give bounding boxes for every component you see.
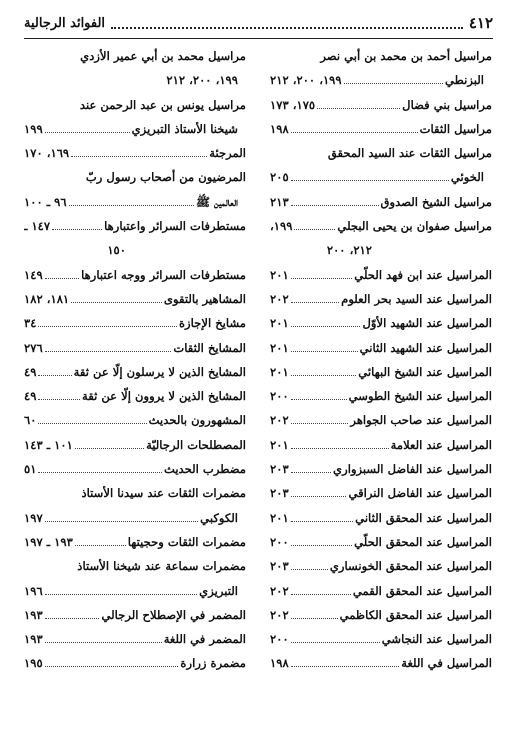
leader-dots bbox=[317, 102, 400, 109]
leader-dots bbox=[291, 320, 361, 327]
index-entry-continuation: ١٩٩، ٢٠٠، ٢١٢ bbox=[166, 73, 238, 88]
index-entry-line bbox=[24, 360, 246, 384]
index-entry-line bbox=[270, 263, 492, 287]
index-entry-line bbox=[270, 384, 492, 408]
index-entry-pages: ٢٠٢ bbox=[270, 583, 289, 598]
index-entry-line bbox=[270, 433, 492, 457]
leader-dots bbox=[291, 272, 353, 279]
leader-dots bbox=[71, 296, 162, 303]
index-column-right bbox=[270, 44, 492, 676]
index-entry-pages: ١٩٥ bbox=[24, 656, 43, 671]
leader-dots bbox=[52, 223, 102, 230]
index-entry-pages: ٥١ bbox=[24, 462, 37, 477]
index-entry-line bbox=[24, 651, 246, 675]
index-entry-pages: ٢٠١ bbox=[270, 510, 289, 525]
leader-dots bbox=[291, 466, 331, 473]
index-entry-line bbox=[24, 554, 246, 578]
index-entry-line bbox=[270, 93, 492, 117]
index-entry-pages: ٣٤ bbox=[24, 316, 37, 331]
index-entry bbox=[270, 141, 492, 190]
index-entry-line bbox=[270, 190, 492, 214]
leader-dots bbox=[291, 369, 357, 376]
index-entry bbox=[24, 141, 246, 165]
index-entry-title: المضمر في اللغة bbox=[163, 632, 246, 647]
leader-dots bbox=[291, 393, 347, 400]
index-entry-title: المراسيل في اللغة bbox=[401, 656, 492, 671]
index-entry-pages: ٢٠٠ bbox=[270, 632, 289, 647]
index-entry-title: المرجئة bbox=[209, 146, 246, 161]
index-entry-line bbox=[24, 408, 246, 432]
index-entry bbox=[270, 506, 492, 530]
index-entry bbox=[270, 457, 492, 481]
index-entry-continuation bbox=[24, 506, 246, 530]
index-entry-line bbox=[24, 263, 246, 287]
leader-dots bbox=[45, 272, 79, 279]
index-entry-pages: ٢١٣ bbox=[270, 194, 289, 209]
leader-dots bbox=[291, 417, 349, 424]
index-entry-title: المراسيل عند الفاضل السبزواري bbox=[333, 462, 492, 477]
index-entry-continuation: ١٥٠ bbox=[107, 243, 126, 258]
index-entry-title: المشهورون بالحديث bbox=[148, 413, 246, 428]
leader-dots bbox=[294, 223, 335, 230]
index-entry bbox=[270, 384, 492, 408]
index-entry-pages: ١٩٣ bbox=[24, 632, 43, 647]
index-entry-title: مستطرفات السرائر واعتبارها bbox=[104, 219, 246, 234]
index-entry-line bbox=[24, 336, 246, 360]
index-entry-pages: ٢٠٢ bbox=[270, 291, 289, 306]
leader-dots bbox=[45, 345, 172, 352]
index-entry-line bbox=[24, 433, 246, 457]
index-entry-title: المراسيل عند الشهيد الأوّل bbox=[362, 316, 492, 331]
index-entry-title: المشاهير بالتقوى bbox=[163, 291, 246, 306]
index-entry-pages: ١٩٨ bbox=[270, 121, 289, 136]
index-entry-pages: ١٩٩، bbox=[270, 219, 293, 234]
index-entry-line bbox=[270, 336, 492, 360]
index-entry bbox=[24, 263, 246, 287]
index-entry-continuation-text: الخوئي bbox=[450, 170, 484, 185]
index-entry bbox=[270, 336, 492, 360]
index-entry-pages: ٦٠ bbox=[24, 413, 37, 428]
index-entry-title: مشايخ الإجازة bbox=[178, 316, 246, 331]
index-entry-pages: ١٠١ ـ ١٤٣ bbox=[24, 437, 73, 452]
index-entry-title: مضمرات سماعة عند شيخنا الأستاذ bbox=[77, 559, 246, 574]
index-entry-line bbox=[270, 651, 492, 675]
index-entry-line bbox=[24, 311, 246, 335]
leader-dots bbox=[291, 588, 351, 595]
index-entry-line bbox=[270, 214, 492, 238]
index-entry-line bbox=[270, 481, 492, 505]
index-entry-pages: ٢٧٦ bbox=[24, 340, 43, 355]
index-entry bbox=[270, 287, 492, 311]
leader-dots bbox=[291, 515, 353, 522]
index-entry bbox=[24, 651, 246, 675]
index-entry-pages: ٢٠١ bbox=[270, 364, 289, 379]
index-entry bbox=[270, 433, 492, 457]
index-entry-line bbox=[270, 457, 492, 481]
index-entry-continuation bbox=[24, 190, 246, 214]
index-entry-title: مضمرات الثقات وحجيتها bbox=[127, 534, 246, 549]
index-entry-continuation: ٢١٢، ٢٠٠ bbox=[326, 243, 372, 258]
leader-dots bbox=[344, 77, 443, 84]
index-entry-line bbox=[270, 141, 492, 165]
index-entry-pages: ٢٠٥ bbox=[270, 170, 289, 185]
index-entry-pages: ١٩٩ bbox=[24, 121, 43, 136]
index-entry-title: المضمر في الإصطلاح الرجالي bbox=[101, 607, 246, 622]
index-entry bbox=[24, 165, 246, 214]
index-entry-pages: ٢٠٢ bbox=[270, 607, 289, 622]
leader-dots bbox=[75, 539, 126, 546]
index-entry-pages: ٢٠١ bbox=[270, 316, 289, 331]
index-entry-continuation-text: البزنطي bbox=[444, 73, 484, 88]
index-entry-pages: ١٩٩، ٢٠٠، ٢١٢ bbox=[270, 73, 342, 88]
leader-dots bbox=[45, 612, 100, 619]
index-entry bbox=[24, 554, 246, 603]
index-entry-title: المراسيل عند المحقق القمي bbox=[352, 583, 492, 598]
index-entry-line bbox=[24, 384, 246, 408]
index-entry-continuation-text: العالمين ﷺ bbox=[196, 194, 238, 209]
index-entry-pages: ١٩٦ bbox=[24, 583, 43, 598]
index-entry bbox=[270, 554, 492, 578]
leader-dots bbox=[38, 466, 161, 473]
leader-dots bbox=[45, 636, 162, 643]
leader-dots bbox=[291, 636, 380, 643]
index-entry-title: مراسيل الشيخ الصدوق bbox=[380, 194, 492, 209]
index-entry-title: المشايخ الذين لا يرسلون إلّا عن ثقة bbox=[73, 364, 246, 379]
index-entry-pages: ١٦٩، ١٧٠ bbox=[24, 146, 70, 161]
index-entry-pages: ١٩٨ bbox=[270, 656, 289, 671]
index-entry-line bbox=[24, 165, 246, 189]
index-entry-pages: ١٤٧ ـ bbox=[24, 219, 51, 234]
index-entry-pages: ٢٠١ bbox=[270, 267, 289, 282]
index-entry bbox=[270, 190, 492, 214]
index-entry bbox=[24, 336, 246, 360]
index-entry bbox=[24, 384, 246, 408]
index-entry-continuation bbox=[24, 117, 246, 141]
index-entry-title: المشايخ الذين لا يروون إلّا عن ثقة bbox=[82, 389, 246, 404]
index-entry-title: المراسيل عند السيد بحر العلوم bbox=[341, 291, 492, 306]
leader-dots bbox=[291, 345, 358, 352]
index-entry bbox=[24, 433, 246, 457]
index-entry-title: المراسيل عند المحقق الكاظمي bbox=[339, 607, 492, 622]
index-entry-line bbox=[24, 44, 246, 68]
index-entry-line bbox=[270, 287, 492, 311]
leader-dots bbox=[45, 588, 197, 595]
header-rule bbox=[24, 38, 493, 39]
index-entry bbox=[270, 311, 492, 335]
leader-dots bbox=[291, 199, 379, 206]
index-entry bbox=[270, 44, 492, 93]
index-entry bbox=[24, 311, 246, 335]
index-entry-title: المشايخ الثقات bbox=[173, 340, 246, 355]
leader-dots bbox=[45, 126, 130, 133]
leader-dots bbox=[38, 320, 176, 327]
index-entry-pages: ٢٠٣ bbox=[270, 486, 289, 501]
index-entry-line bbox=[270, 603, 492, 627]
leader-dots bbox=[291, 490, 347, 497]
index-entry-line bbox=[270, 408, 492, 432]
index-entry bbox=[24, 408, 246, 432]
index-entry-line bbox=[24, 627, 246, 651]
index-entry-line bbox=[270, 627, 492, 651]
index-entry-title: مراسيل الثقات bbox=[419, 121, 492, 136]
leader-dots bbox=[38, 369, 71, 376]
index-entry-line bbox=[270, 311, 492, 335]
index-entry bbox=[270, 530, 492, 554]
index-entry-line bbox=[270, 44, 492, 68]
index-entry-pages: ١٩٣ ـ ١٩٧ bbox=[24, 534, 73, 549]
index-entry bbox=[24, 481, 246, 530]
header-leader-dots bbox=[111, 17, 463, 29]
index-entry bbox=[270, 481, 492, 505]
index-entry bbox=[24, 93, 246, 142]
index-entry-pages: ٢٠٢ bbox=[270, 413, 289, 428]
index-entry-title: مراسيل الثقات عند السيد المحقق bbox=[327, 146, 492, 161]
index-entry-continuation bbox=[270, 165, 492, 189]
leader-dots bbox=[291, 174, 449, 181]
leader-dots bbox=[45, 515, 198, 522]
index-entry-title: المراسيل عند المحقق الحلّي bbox=[354, 534, 492, 549]
index-entry-line bbox=[270, 506, 492, 530]
index-entry-pages: ٢٠٣ bbox=[270, 462, 289, 477]
leader-dots bbox=[291, 660, 400, 667]
index-entry-line bbox=[270, 360, 492, 384]
leader-dots bbox=[291, 296, 339, 303]
leader-dots bbox=[45, 660, 179, 667]
page-number: ٤١٢ bbox=[468, 14, 493, 32]
index-entry bbox=[24, 214, 246, 263]
index-column-left bbox=[24, 44, 246, 676]
running-title: الفوائد الرجالية bbox=[24, 15, 106, 31]
index-entry-title: مراسيل أحمد بن محمد بن أبي نصر bbox=[320, 49, 492, 63]
index-entry-title: مضمرات الثقات عند سيدنا الأستاذ bbox=[81, 486, 246, 501]
index-entry-line bbox=[270, 117, 492, 141]
index-entry bbox=[270, 603, 492, 627]
index-entry bbox=[24, 603, 246, 627]
index-entry-pages: ٢٠٠ bbox=[270, 534, 289, 549]
leader-dots bbox=[71, 150, 207, 157]
index-entry bbox=[24, 360, 246, 384]
index-entry-continuation-text: الكوكبي bbox=[200, 510, 238, 525]
page-header bbox=[24, 12, 493, 34]
index-entry-pages: ٤٩ bbox=[24, 389, 37, 404]
index-entry-title: مضمرة زرارة bbox=[180, 656, 246, 671]
index-entry bbox=[24, 44, 246, 93]
index-entry-line bbox=[24, 287, 246, 311]
index-entry-title: المرضيون من أصحاب رسول ربّ bbox=[85, 170, 246, 185]
index-entry bbox=[270, 627, 492, 651]
index-entry-continuation-text: التبريزي bbox=[199, 583, 238, 598]
index-entry-title: مراسيل صفوان بن يحيى البجلي bbox=[337, 219, 492, 234]
index-entry bbox=[270, 651, 492, 675]
index-entry-pages: ٢٠٠ bbox=[270, 389, 289, 404]
index-entry-pages: ١٩٣ bbox=[24, 607, 43, 622]
index-entry-title: المراسيل عند المحقق الخونساري bbox=[329, 559, 492, 574]
index-entry-title: مستطرفات السرائر ووجه اعتبارها bbox=[81, 267, 246, 282]
leader-dots bbox=[291, 563, 328, 570]
index-entry bbox=[270, 263, 492, 287]
index-entry-title: المراسيل عند النجاشي bbox=[381, 632, 492, 647]
index-entry bbox=[270, 408, 492, 432]
leader-dots bbox=[75, 442, 144, 449]
index-entry-line bbox=[24, 141, 246, 165]
leader-dots bbox=[38, 417, 146, 424]
index-entry-pages: ٢٠١ bbox=[270, 437, 289, 452]
index-entry-pages: ١٩٧ bbox=[24, 510, 43, 525]
index-entry-pages: ١٤٩ bbox=[24, 267, 43, 282]
index-entry-title: المراسيل عند الشهيد الثاني bbox=[359, 340, 492, 355]
index-entry-line bbox=[270, 530, 492, 554]
leader-dots bbox=[291, 442, 389, 449]
index-entry-title: المراسيل عند الشيخ الطوسي bbox=[348, 389, 492, 404]
index-entry-pages: ٤٩ bbox=[24, 364, 37, 379]
index-entry bbox=[24, 627, 246, 651]
index-entry-title: المصطلحات الرجاليّة bbox=[146, 437, 246, 452]
index-entry-line bbox=[270, 579, 492, 603]
index-entry bbox=[270, 214, 492, 263]
index-entry-continuation-text: شيخنا الأستاذ التبريزي bbox=[131, 121, 238, 136]
leader-dots bbox=[291, 539, 352, 546]
index-entry-continuation bbox=[24, 579, 246, 603]
index-entry-line bbox=[24, 457, 246, 481]
index-entry bbox=[270, 360, 492, 384]
index-entry-line bbox=[24, 481, 246, 505]
index-entry-pages: ٢٠٣ bbox=[270, 559, 289, 574]
index-entry-title: المراسيل عند صاحب الجواهر bbox=[350, 413, 492, 428]
index-entry-pages: ١٧٥، ١٧٣ bbox=[270, 97, 316, 112]
index-entry bbox=[24, 457, 246, 481]
index-entry-pages: ٢٠١ bbox=[270, 340, 289, 355]
index-entry-title: المراسيل عند ابن فهد الحلّي bbox=[354, 267, 492, 282]
leader-dots bbox=[38, 393, 80, 400]
index-entry-title: مضطرب الحديث bbox=[163, 462, 246, 477]
leader-dots bbox=[291, 126, 418, 133]
leader-dots bbox=[69, 199, 194, 206]
index-entry-line bbox=[24, 603, 246, 627]
index-entry bbox=[24, 287, 246, 311]
index-entry-line bbox=[24, 214, 246, 238]
index-entry bbox=[270, 579, 492, 603]
index-entry-title: المراسيل عند الشيخ البهائي bbox=[358, 364, 492, 379]
index-entry-title: مراسيل محمد بن أبي عمير الأزدي bbox=[80, 49, 246, 63]
index-entry-title: مراسيل يونس بن عبد الرحمن عند bbox=[79, 97, 246, 112]
index-entry-line bbox=[24, 530, 246, 554]
index-entry-pages: ٩٦ ـ ١٠٠ bbox=[24, 194, 67, 209]
index-entry-title: المراسيل عند الفاضل النراقي bbox=[348, 486, 492, 501]
index-entry-line bbox=[24, 93, 246, 117]
index-entry-line bbox=[270, 554, 492, 578]
index-entry bbox=[270, 117, 492, 141]
index-entry-title: المراسيل عند المحقق الثاني bbox=[355, 510, 492, 525]
index-entry bbox=[24, 530, 246, 554]
index-entry bbox=[270, 93, 492, 117]
index-entry-title: مراسيل بني فضال bbox=[402, 97, 492, 112]
index-entry-continuation bbox=[270, 68, 492, 92]
index-entry-title: المراسيل عند العلامة bbox=[390, 437, 492, 452]
leader-dots bbox=[291, 612, 338, 619]
index-entry-pages: ١٨١، ١٨٢ bbox=[24, 291, 70, 306]
